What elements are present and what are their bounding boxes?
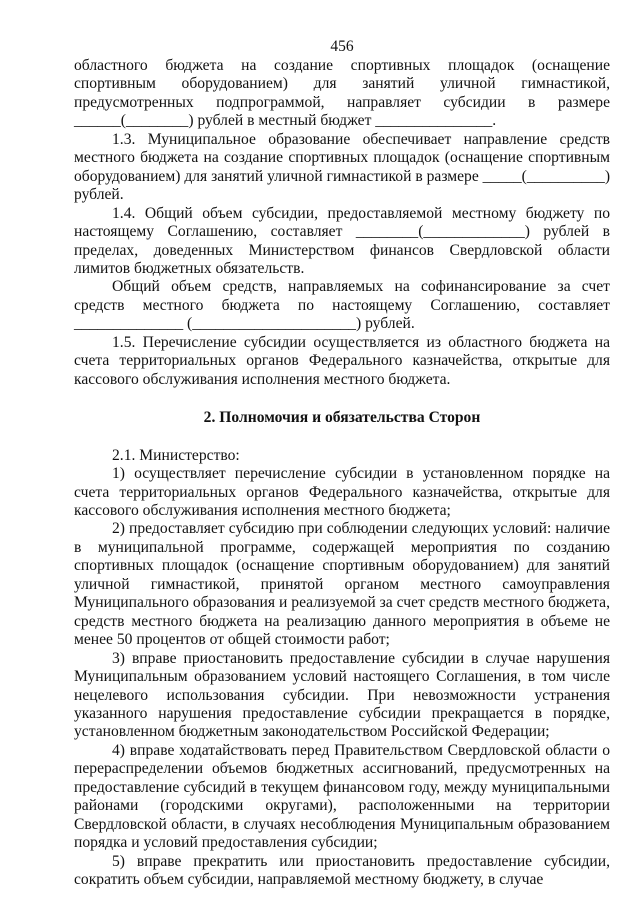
page-number: 456: [330, 38, 354, 55]
section-heading: 2. Полномочия и обязательства Сторон: [203, 409, 481, 427]
list-item-2: 2) предоставляет субсидию при соблюдении следующих условий: наличие в муниципальной программе, содержащей мероприятия по созданию спортивных площадок (оснащение спортивным оборудованием) для занятий уличной гимнастикой, принятой органом местного самоуправления Муниципального образования и реализуемой за счет средств местного бюджета, средств местного бюджета на реализацию данного мероприятия в объеме не менее 50 процентов от общей стоимости работ;: [74, 520, 610, 649]
paragraph-2-1: 2.1. Министерство:: [112, 446, 240, 464]
paragraph-continuation: областного бюджета на создание спортивных площадок (оснащение спортивным оборудованием) для занятий уличной гимнастикой, предусмотренных подпрограммой, направляет субсидии в размере ______(________) рублей в местный бюджет _______________.: [74, 57, 610, 130]
paragraph-1-4: 1.4. Общий объем субсидии, предоставляемой местному бюджету по настоящему Соглашению, составляет ________(_____________) рублей в пределах, доведенных Министерством финансов Свердловской области лимитов бюджетных обязательств.: [74, 204, 610, 277]
list-item-3: 3) вправе приостановить предоставление субсидии в случае нарушения Муниципальным образованием условий настоящего Соглашения, в том числе нецелевого использования субсидии. При невозможности устранения указанного нарушения предоставление субсидии прекращается в порядке, установленном бюджетным законодательством Российской Федерации;: [74, 649, 610, 741]
paragraph-1-3: 1.3. Муниципальное образование обеспечивает направление средств местного бюджета на создание спортивных площадок (оснащение спортивным оборудованием) для занятий уличной гимнастикой в размере _____(__________) рублей.: [74, 130, 611, 204]
paragraph-cofinancing: Общий объем средств, направляемых на софинансирование за счет средств местного бюджета по настоящему Соглашению, составляет ______________ (_____________________) рублей.: [74, 278, 610, 333]
document-body: [74, 57, 610, 889]
paragraph-1-5: 1.5. Перечисление субсидии осуществляется из областного бюджета на счета территориальных органов Федерального казначейства, открытые для кассового обслуживания исполнения местного бюджета.: [74, 333, 610, 388]
list-item-5: 5) вправе прекратить или приостановить предоставление субсидии, сократить объем субсидии, направляемой местному бюджету, в случае: [74, 852, 610, 889]
list-item-4: 4) вправе ходатайствовать перед Правительством Свердловской области о перераспределении объемов бюджетных ассигнований, предусмотренных на предоставление субсидий в текущем финансовом году, между муниципальными районами (городскими округами), расположенными на территории Свердловской области, в случаях несоблюдения Муниципальным образованием порядка и условий предоставления субсидии;: [74, 741, 610, 852]
list-item-1: 1) осуществляет перечисление субсидии в установленном порядке на счета территориальных органов Федерального казначейства, открытые для кассового обслуживания исполнения местного бюджета;: [74, 465, 610, 519]
